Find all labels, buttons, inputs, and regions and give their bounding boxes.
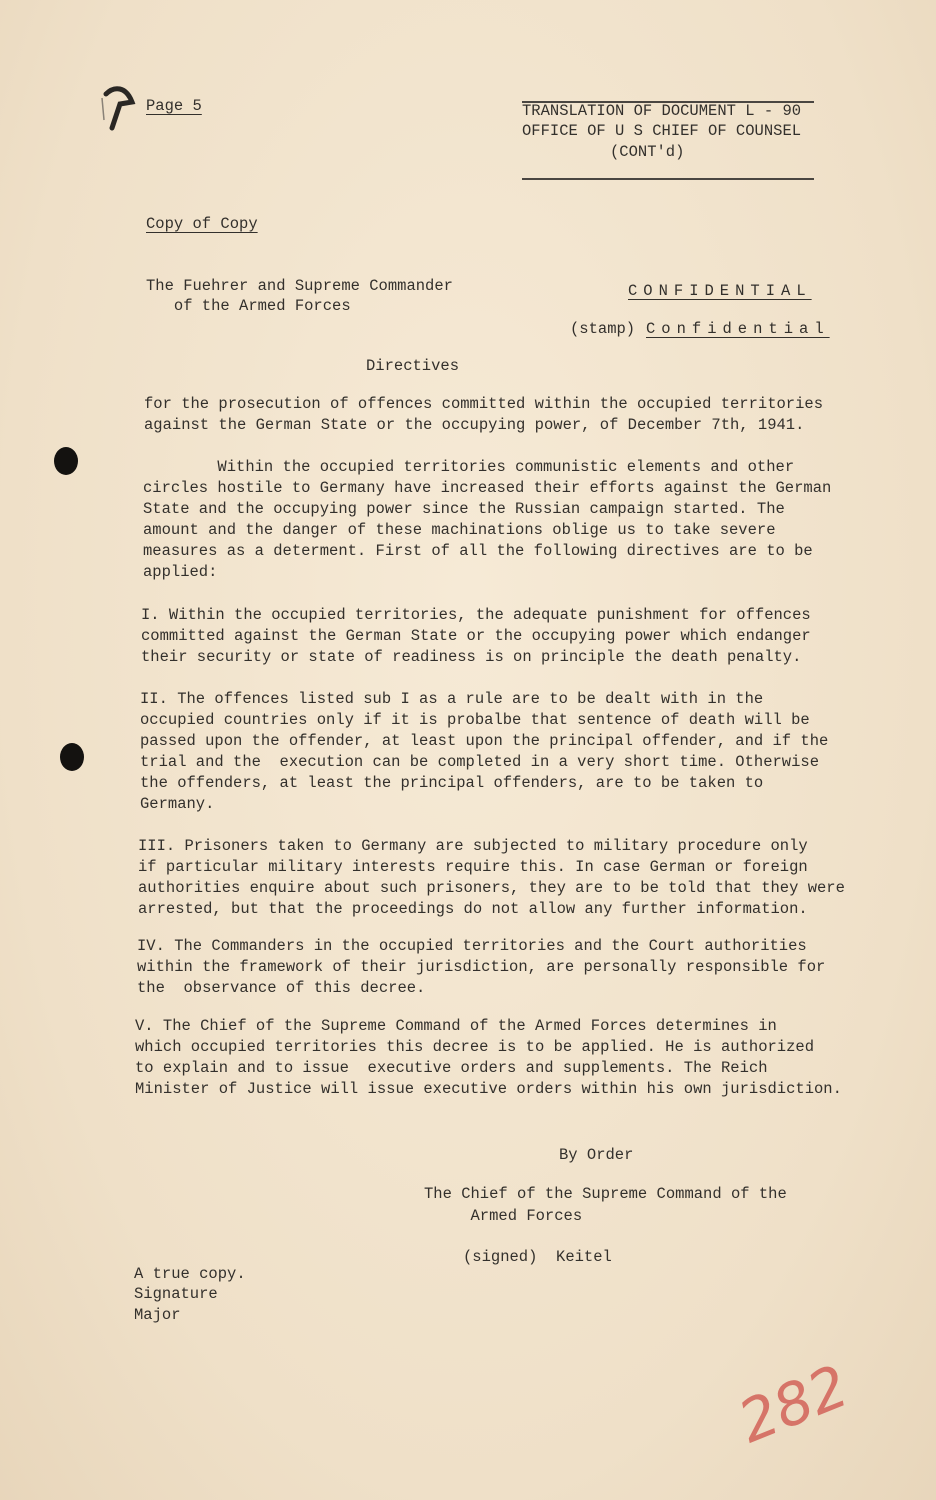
preamble-line-3: State and the occupying power since the Russian campaign started. The bbox=[143, 500, 785, 518]
true-copy-line-1: A true copy. bbox=[134, 1265, 246, 1283]
section-iv-line-2: within the framework of their jurisdiction, are personally responsible for bbox=[137, 958, 826, 976]
section-v-line-3: to explain and to issue executive orders and supplements. The Reich bbox=[135, 1059, 768, 1077]
sender-line-2: of the Armed Forces bbox=[146, 297, 351, 315]
section-v-line-4: Minister of Justice will issue executive orders within his own jurisdiction. bbox=[135, 1080, 842, 1098]
section-ii-line-1: II. The offences listed sub I as a rule are to be dealt with in the bbox=[140, 690, 764, 708]
signatory-title-line-1: The Chief of the Supreme Command of the bbox=[424, 1185, 787, 1203]
header-divider bbox=[522, 178, 814, 180]
stamp-text: Confidential bbox=[646, 320, 830, 338]
section-v-paragraph bbox=[135, 1016, 870, 1100]
preamble-line-1: Within the occupied territories communistic elements and other bbox=[143, 458, 795, 476]
header-line-3: (CONT'd) bbox=[610, 143, 685, 161]
true-copy-line-2: Signature bbox=[134, 1285, 218, 1303]
section-ii-paragraph bbox=[140, 689, 875, 815]
true-copy-line-3: Major bbox=[134, 1306, 181, 1324]
header-line-2: OFFICE OF U S CHIEF OF COUNSEL bbox=[522, 122, 802, 140]
preamble-line-2: circles hostile to Germany have increased their efforts against the German bbox=[143, 479, 832, 497]
intro-line-1: for the prosecution of offences committed within the occupied territories bbox=[144, 395, 824, 413]
section-i-line-2: committed against the German State or the occupying power which endanger bbox=[141, 627, 811, 645]
by-order-label: By Order bbox=[559, 1146, 634, 1164]
preamble-line-5: measures as a determent. First of all the following directives are to be bbox=[143, 542, 813, 560]
section-iii-line-1: III. Prisoners taken to Germany are subjected to military procedure only bbox=[138, 837, 808, 855]
directives-title: Directives bbox=[366, 357, 460, 375]
intro-line-2: against the German State or the occupying power, of December 7th, 1941. bbox=[144, 416, 805, 434]
section-ii-line-5: the offenders, at least the principal offenders, are to be taken to bbox=[140, 774, 764, 792]
signatory-title-line-2: Armed Forces bbox=[424, 1207, 583, 1225]
section-iii-line-4: arrested, but that the proceedings do not allow any further information. bbox=[138, 900, 808, 918]
binder-hole-bottom bbox=[60, 743, 84, 771]
section-iv-line-3: the observance of this decree. bbox=[137, 979, 426, 997]
section-i-line-1: I. Within the occupied territories, the adequate punishment for offences bbox=[141, 606, 811, 624]
section-ii-line-3: passed upon the offender, at least upon the principal offender, and if the bbox=[140, 732, 829, 750]
section-iii-line-3: authorities enquire about such prisoners, they are to be told that they were bbox=[138, 879, 845, 897]
header-line-1: TRANSLATION OF DOCUMENT L - 90 bbox=[522, 102, 802, 120]
signed-keitel: (signed) Keitel bbox=[463, 1248, 612, 1266]
section-iii-paragraph bbox=[138, 836, 873, 920]
paper-clip-mark bbox=[92, 80, 142, 150]
preamble-line-6: applied: bbox=[143, 563, 218, 581]
section-iv-paragraph bbox=[137, 936, 872, 999]
section-i-paragraph bbox=[141, 605, 876, 668]
section-ii-line-4: trial and the execution can be completed in a very short time. Otherwise bbox=[140, 753, 820, 771]
stamp-label: (stamp) bbox=[570, 320, 636, 338]
copy-label: Copy of Copy bbox=[146, 215, 258, 233]
binder-hole-top bbox=[54, 447, 78, 475]
section-iii-line-2: if particular military interests require this. In case German or foreign bbox=[138, 858, 808, 876]
preamble-line-4: amount and the danger of these machinations oblige us to take severe bbox=[143, 521, 776, 539]
preamble-paragraph bbox=[143, 457, 878, 583]
page-number: Page 5 bbox=[146, 97, 202, 115]
classification-heading: CONFIDENTIAL bbox=[628, 282, 812, 300]
section-ii-line-6: Germany. bbox=[140, 795, 215, 813]
section-v-line-2: which occupied territories this decree is to be applied. He is authorized bbox=[135, 1038, 815, 1056]
section-ii-line-2: occupied countries only if it is probalbe that sentence of death will be bbox=[140, 711, 810, 729]
section-i-line-3: their security or state of readiness is on principle the death penalty. bbox=[141, 648, 802, 666]
section-v-line-1: V. The Chief of the Supreme Command of the Armed Forces determines in bbox=[135, 1017, 777, 1035]
intro-paragraph bbox=[144, 394, 879, 436]
sender-line-1: The Fuehrer and Supreme Commander bbox=[146, 277, 453, 295]
section-iv-line-1: IV. The Commanders in the occupied territories and the Court authorities bbox=[137, 937, 807, 955]
pencil-page-number: 282 bbox=[729, 1351, 858, 1457]
